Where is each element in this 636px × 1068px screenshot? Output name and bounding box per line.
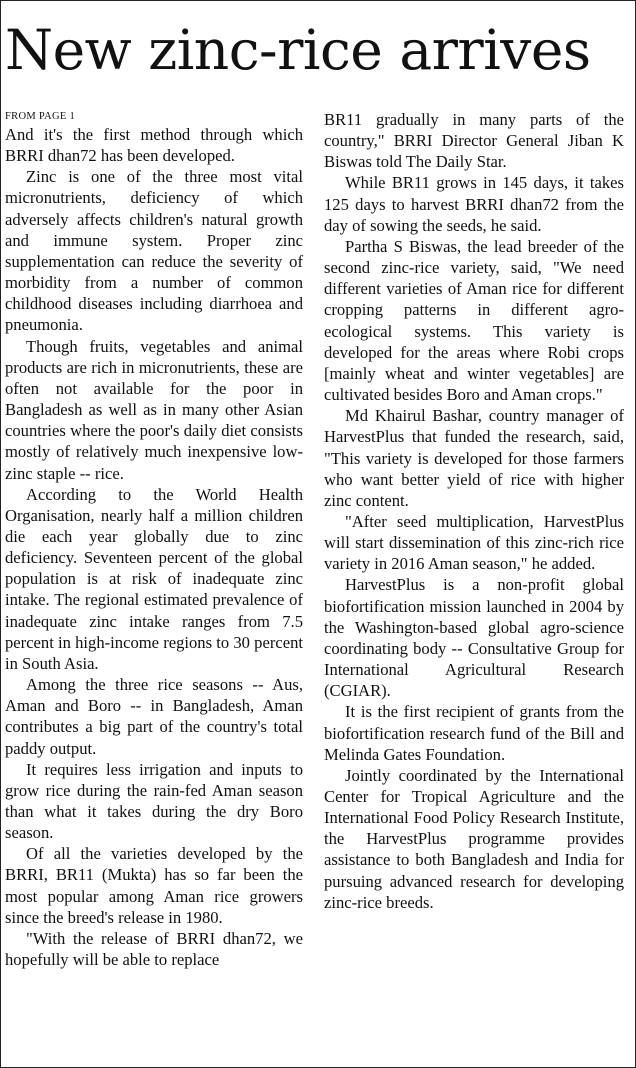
paragraph: "After seed multiplication, HarvestPlus will start dissemination of this zinc-rich rice variety in 2016 Aman season," he added. bbox=[324, 511, 624, 574]
paragraph: Partha S Biswas, the lead breeder of the second zinc-rice variety, said, "We need different varieties of Aman rice for different cropping patterns in different agro-ecological systems. This variety is developed for the areas where Robi crops [mainly wheat and winter vegetables] are cultivated besides Boro and Aman crops." bbox=[324, 236, 624, 405]
paragraph: HarvestPlus is a non-profit global biofortification mission launched in 2004 by the Washington-based global agro-science coordinating body -- Consultative Group for International Agricultural Research (CGIAR). bbox=[324, 575, 624, 701]
paragraph: While BR11 grows in 145 days, it takes 125 days to harvest BRRI dhan72 from the day of sowing the seeds, he said. bbox=[324, 173, 624, 235]
paragraph: According to the World Health Organisation, nearly half a million children die each year globally due to zinc deficiency. Seventeen percent of the global population is at risk of inadequate zinc intake. The regional estimated prevalence of inadequate zinc intake ranges from 7.5 percent in high-income regions to 30 percent in South Asia. bbox=[5, 484, 303, 673]
paragraph: BR11 gradually in many parts of the country," BRRI Director General Jiban K Biswas told The Daily Star. bbox=[324, 110, 624, 172]
paragraph: Zinc is one of the three most vital micronutrients, deficiency of which adversely affects children's natural growth and immune system. Proper zinc supplementation can reduce the severity of morbidity from a number of common childhood diseases including diarrhoea and pneumonia. bbox=[5, 167, 303, 335]
paragraph: And it's the first method through which BRRI dhan72 has been developed. bbox=[5, 125, 303, 166]
from-page-label: FROM PAGE 1 bbox=[5, 111, 76, 122]
paragraph: Of all the varieties developed by the BRRI, BR11 (Mukta) has so far been the most popular among Aman rice growers since the breed's release in 1980. bbox=[5, 844, 303, 927]
paragraph: Among the three rice seasons -- Aus, Aman and Boro -- in Bangladesh, Aman contributes a big part of the country's total paddy output. bbox=[5, 675, 303, 758]
headline: New zinc-rice arrives bbox=[5, 18, 591, 82]
left-column bbox=[5, 110, 303, 970]
paragraph: It requires less irrigation and inputs to grow rice during the rain-fed Aman season than what it takes during the dry Boro season. bbox=[5, 759, 303, 843]
paragraph: Jointly coordinated by the International Center for Tropical Agriculture and the International Food Policy Research Institute, the HarvestPlus programme provides assistance to both Bangladesh and India for pursuing advanced research for developing zinc-rice breeds. bbox=[324, 765, 624, 912]
paragraph: "With the release of BRRI dhan72, we hopefully will be able to replace bbox=[5, 928, 303, 970]
right-column bbox=[324, 109, 624, 913]
paragraph: It is the first recipient of grants from the biofortification research fund of the Bill and Melinda Gates Foundation. bbox=[324, 702, 624, 764]
paragraph: Though fruits, vegetables and animal products are rich in micronutrients, these are often not available for the poor in Bangladesh as well as in many other Asian countries where the poor's daily diet consists mostly of relatively much inexpensive low-zinc staple -- rice. bbox=[5, 336, 303, 483]
paragraph: Md Khairul Bashar, country manager of HarvestPlus that funded the research, said, "This variety is developed for those farmers who want better yield of rice with higher zinc content. bbox=[324, 406, 624, 510]
